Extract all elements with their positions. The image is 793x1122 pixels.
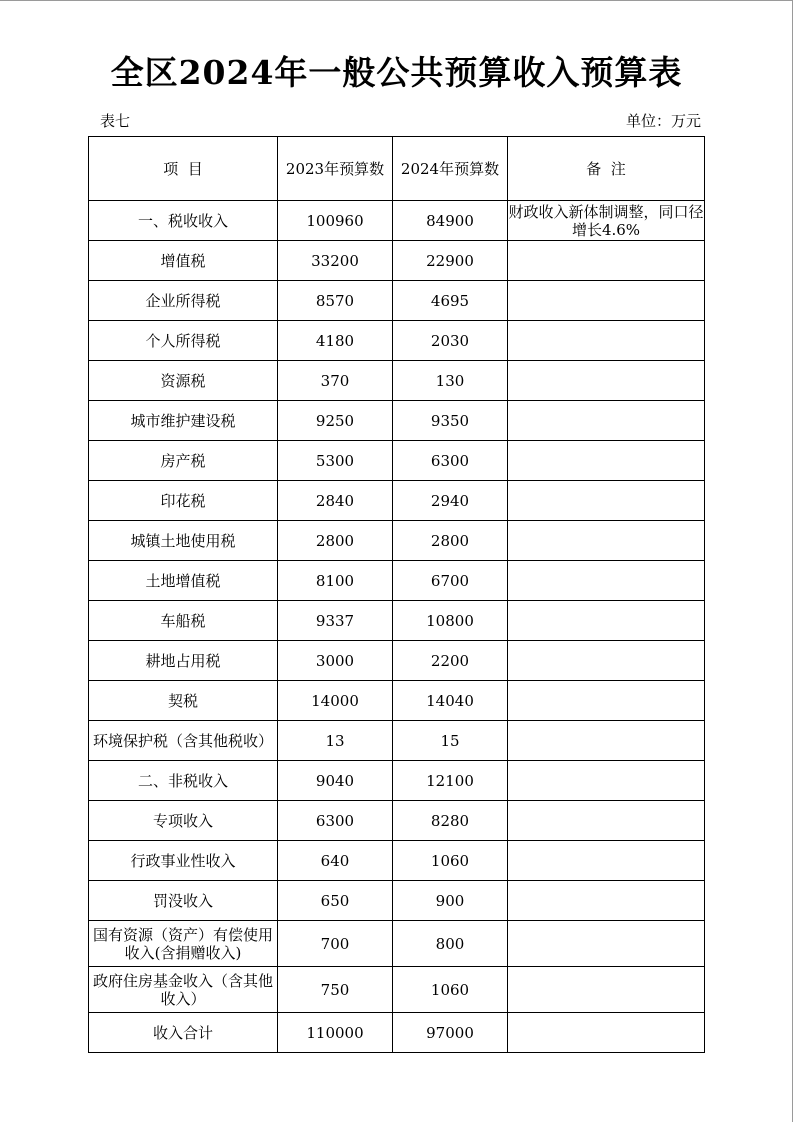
row-2023: 750 xyxy=(278,967,393,1013)
row-name: 企业所得税 xyxy=(89,281,278,321)
table-row xyxy=(89,441,705,481)
row-name: 行政事业性收入 xyxy=(89,841,278,881)
header-note: 备 注 xyxy=(508,137,705,201)
row-2024: 2940 xyxy=(393,481,508,521)
row-name: 环境保护税（含其他税收） xyxy=(89,721,278,761)
row-note xyxy=(508,481,705,521)
row-2024: 15 xyxy=(393,721,508,761)
row-name: 土地增值税 xyxy=(89,561,278,601)
row-2024: 8280 xyxy=(393,801,508,841)
row-2024: 10800 xyxy=(393,601,508,641)
row-note xyxy=(508,601,705,641)
row-name: 城镇土地使用税 xyxy=(89,521,278,561)
row-2023: 110000 xyxy=(278,1013,393,1053)
row-name: 房产税 xyxy=(89,441,278,481)
row-2023: 9337 xyxy=(278,601,393,641)
row-note xyxy=(508,921,705,967)
row-2023: 9250 xyxy=(278,401,393,441)
row-2024: 97000 xyxy=(393,1013,508,1053)
row-name: 政府住房基金收入（含其他收入） xyxy=(89,967,278,1013)
table-row xyxy=(89,201,705,241)
table-row xyxy=(89,841,705,881)
row-2024: 6300 xyxy=(393,441,508,481)
row-name: 一、税收收入 xyxy=(89,201,278,241)
row-2023: 8570 xyxy=(278,281,393,321)
row-note xyxy=(508,281,705,321)
row-2023: 3000 xyxy=(278,641,393,681)
row-2023: 6300 xyxy=(278,801,393,841)
row-name: 耕地占用税 xyxy=(89,641,278,681)
row-2024: 1060 xyxy=(393,967,508,1013)
table-row xyxy=(89,361,705,401)
row-2023: 370 xyxy=(278,361,393,401)
row-note xyxy=(508,521,705,561)
budget-table xyxy=(88,136,705,1053)
row-2024: 14040 xyxy=(393,681,508,721)
row-note xyxy=(508,441,705,481)
table-row xyxy=(89,601,705,641)
row-note xyxy=(508,721,705,761)
row-note xyxy=(508,801,705,841)
header-2024: 2024年预算数 xyxy=(393,137,508,201)
row-2024: 2800 xyxy=(393,521,508,561)
table-row xyxy=(89,967,705,1013)
row-2024: 9350 xyxy=(393,401,508,441)
row-note xyxy=(508,761,705,801)
row-2024: 22900 xyxy=(393,241,508,281)
row-2024: 12100 xyxy=(393,761,508,801)
row-name: 印花税 xyxy=(89,481,278,521)
row-2023: 9040 xyxy=(278,761,393,801)
document-title: 全区2024年一般公共预算收入预算表 xyxy=(110,53,683,92)
table-row xyxy=(89,921,705,967)
table-row xyxy=(89,681,705,721)
unit-label: 单位：万元 xyxy=(625,112,701,130)
row-note xyxy=(508,881,705,921)
table-number: 表七 xyxy=(100,112,131,130)
table-row xyxy=(89,521,705,561)
row-2023: 100960 xyxy=(278,201,393,241)
row-name: 罚没收入 xyxy=(89,881,278,921)
row-name: 国有资源（资产）有偿使用收入(含捐赠收入) xyxy=(89,921,278,967)
row-2023: 2840 xyxy=(278,481,393,521)
row-name: 二、非税收入 xyxy=(89,761,278,801)
row-2023: 4180 xyxy=(278,321,393,361)
row-2024: 6700 xyxy=(393,561,508,601)
row-note xyxy=(508,321,705,361)
row-2024: 900 xyxy=(393,881,508,921)
row-note xyxy=(508,401,705,441)
row-2023: 640 xyxy=(278,841,393,881)
row-name: 专项收入 xyxy=(89,801,278,841)
table-row xyxy=(89,241,705,281)
table-row xyxy=(89,801,705,841)
row-2023: 650 xyxy=(278,881,393,921)
row-note xyxy=(508,641,705,681)
table-row xyxy=(89,561,705,601)
table-header-row xyxy=(89,137,705,201)
page-border-top xyxy=(0,0,793,1)
row-name: 城市维护建设税 xyxy=(89,401,278,441)
row-2024: 84900 xyxy=(393,201,508,241)
row-2023: 8100 xyxy=(278,561,393,601)
row-2024: 800 xyxy=(393,921,508,967)
row-name: 契税 xyxy=(89,681,278,721)
table-row xyxy=(89,401,705,441)
row-2023: 33200 xyxy=(278,241,393,281)
row-2023: 14000 xyxy=(278,681,393,721)
row-note xyxy=(508,241,705,281)
row-note xyxy=(508,841,705,881)
table-row xyxy=(89,641,705,681)
row-2024: 2200 xyxy=(393,641,508,681)
table-row xyxy=(89,721,705,761)
header-item: 项 目 xyxy=(89,137,278,201)
row-name: 增值税 xyxy=(89,241,278,281)
row-name: 车船税 xyxy=(89,601,278,641)
header-2023: 2023年预算数 xyxy=(278,137,393,201)
row-2024: 130 xyxy=(393,361,508,401)
row-note xyxy=(508,561,705,601)
table-row xyxy=(89,281,705,321)
table-row-total xyxy=(89,1013,705,1053)
row-2023: 700 xyxy=(278,921,393,967)
row-2023: 13 xyxy=(278,721,393,761)
table-row xyxy=(89,761,705,801)
table-row xyxy=(89,321,705,361)
row-name: 个人所得税 xyxy=(89,321,278,361)
row-note xyxy=(508,967,705,1013)
row-2024: 2030 xyxy=(393,321,508,361)
row-2023: 5300 xyxy=(278,441,393,481)
row-note xyxy=(508,681,705,721)
row-2024: 1060 xyxy=(393,841,508,881)
table-row xyxy=(89,481,705,521)
table-row xyxy=(89,881,705,921)
row-name: 资源税 xyxy=(89,361,278,401)
row-note: 财政收入新体制调整，同口径增长4.6% xyxy=(508,202,704,239)
row-2024: 4695 xyxy=(393,281,508,321)
row-note xyxy=(508,1013,705,1053)
row-note xyxy=(508,361,705,401)
row-2023: 2800 xyxy=(278,521,393,561)
row-name: 收入合计 xyxy=(89,1013,278,1053)
